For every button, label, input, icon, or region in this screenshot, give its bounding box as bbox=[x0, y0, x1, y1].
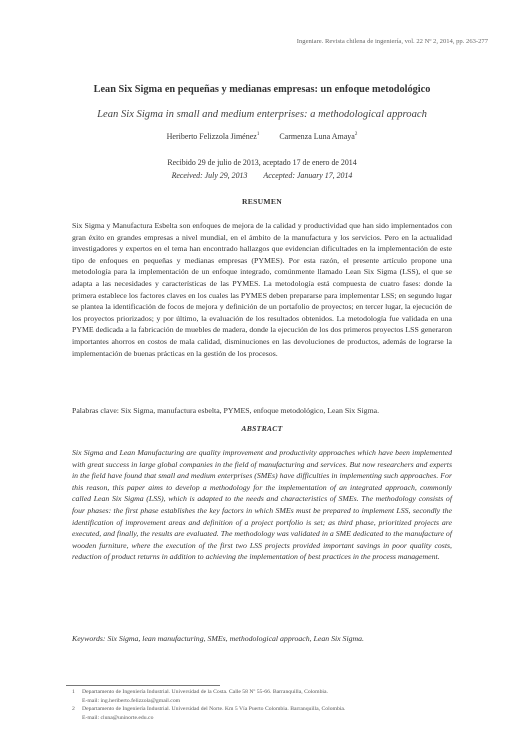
footnotes bbox=[72, 688, 452, 722]
footnote-email: E-mail: cluna@uninorte.edu.co bbox=[82, 714, 154, 721]
footnote-number: 2 bbox=[72, 706, 75, 713]
author-footnote-mark: 1 bbox=[256, 132, 260, 137]
author-name: Heriberto Felizzola Jiménez bbox=[166, 132, 257, 141]
abstract-body: Six Sigma and Lean Manufacturing are quality improvement and productivity approaches which have been implemented with great success in large global companies in the field of manufacturing and services. But now researchers and experts in the field have found that small and medium enterprises (SMEs) have difficulties in implementing such approaches. For this reason, this paper aims to develop a methodology for the implementation of an integrated approach, commonly called Lean Six Sigma (LSS), which is adapted to the needs and characteristics of SMEs. The methodology consists of four phases: the first phase establishes the key factors in which SMEs must be prepared to implement LSS, secondly the identification of improvement areas and definition of a project portfolio is set; as third phase, prioritized projects are executed, and finally, the results are evaluated. The methodology was validated in a SME dedicated to the manufacture of wooden furniture, where the execution of the first two LSS projects provided important savings in poor quality costs, reduction of product returns in addition to achieving the implementation of best practices in the process management. bbox=[72, 448, 452, 562]
author-list bbox=[0, 132, 524, 141]
footnote-affiliation: Departamento de Ingeniería Industrial. Universidad de la Costa. Calle 58 Nº 55-66. Barranquilla, Colombia. bbox=[82, 689, 328, 695]
accepted-en: Accepted: January 17, 2014 bbox=[263, 171, 353, 180]
resumen-body: Six Sigma y Manufactura Esbelta son enfoques de mejora de la calidad y productividad que han sido implementados con gran éxito en grandes empresas a nivel mundial, en el ámbito de la manufactura y los servicios. Pero en la actualidad investigadores y expertos en el tema han encontrado hallazgos que evidencian dificultades en la implementación de este tipo de enfoques en pequeñas y medianas empresas (PYMES). Por esta razón, el presente artículo propone una metodología para la implementación de un enfoque integrado, comúnmente llamado Lean Six Sigma (LSS), el que se adapta a las necesidades y características de las PYMES. La metodología está compuesta de cuatro fases: donde la primera establece los factores claves en los cuales las PYMES deben prepararse para implementar LSS; en segundo lugar se plantea la identificación de focos de mejora y definición de un portafolio de proyectos; en tercer lugar, la ejecución de los proyectos priorizados; y por último, la evaluación de los resultados obtenidos. La metodología fue validada en una PYME dedicada a la fabricación de muebles de madera, donde la ejecución de los dos primeros proyectos LSS generaron importantes ahorros en costos de mala calidad, disminuciones en las devoluciones de productos, además de lograrse la implementación de buenas prácticas en la gestión de los procesos. bbox=[72, 221, 452, 358]
author-name: Carmenza Luna Amaya bbox=[279, 132, 355, 141]
abstract-heading: ABSTRACT bbox=[241, 424, 283, 433]
author-footnote-mark: 2 bbox=[354, 132, 358, 137]
footnote-divider bbox=[66, 685, 220, 686]
footnote-email: E-mail: ing.heriberto.felizzola@gmail.com bbox=[82, 697, 181, 704]
received-date-english bbox=[0, 171, 524, 180]
paper-title: Lean Six Sigma en pequeñas y medianas empresas: un enfoque metodológico bbox=[93, 84, 431, 95]
footnote-affiliation: Departamento de Ingeniería Industrial. Universidad del Norte. Km 5 Vía Puerto Colombia. Barranquilla, Colombia. bbox=[82, 706, 346, 713]
resumen-heading: RESUMEN bbox=[241, 197, 283, 206]
footnote-number: 1 bbox=[72, 689, 75, 695]
footnote bbox=[72, 705, 452, 722]
received-date: Recibido 29 de julio de 2013, aceptado 17 de enero de 2014 bbox=[167, 158, 357, 167]
paper-title-english: Lean Six Sigma in small and medium enterprises: a methodological approach bbox=[97, 109, 427, 120]
received-en: Received: July 29, 2013 bbox=[171, 171, 248, 180]
keywords-es: Palabras clave: Six Sigma, manufactura esbelta, PYMES, enfoque metodológico, Lean Six Sigma. bbox=[72, 406, 380, 415]
keywords-en: Keywords: Six Sigma, lean manufacturing, SMEs, methodological approach, Lean Six Sigma. bbox=[72, 634, 364, 643]
journal-header: Ingeniare. Revista chilena de ingeniería, vol. 22 Nº 2, 2014, pp. 263-277 bbox=[296, 38, 488, 45]
footnote bbox=[72, 688, 452, 705]
